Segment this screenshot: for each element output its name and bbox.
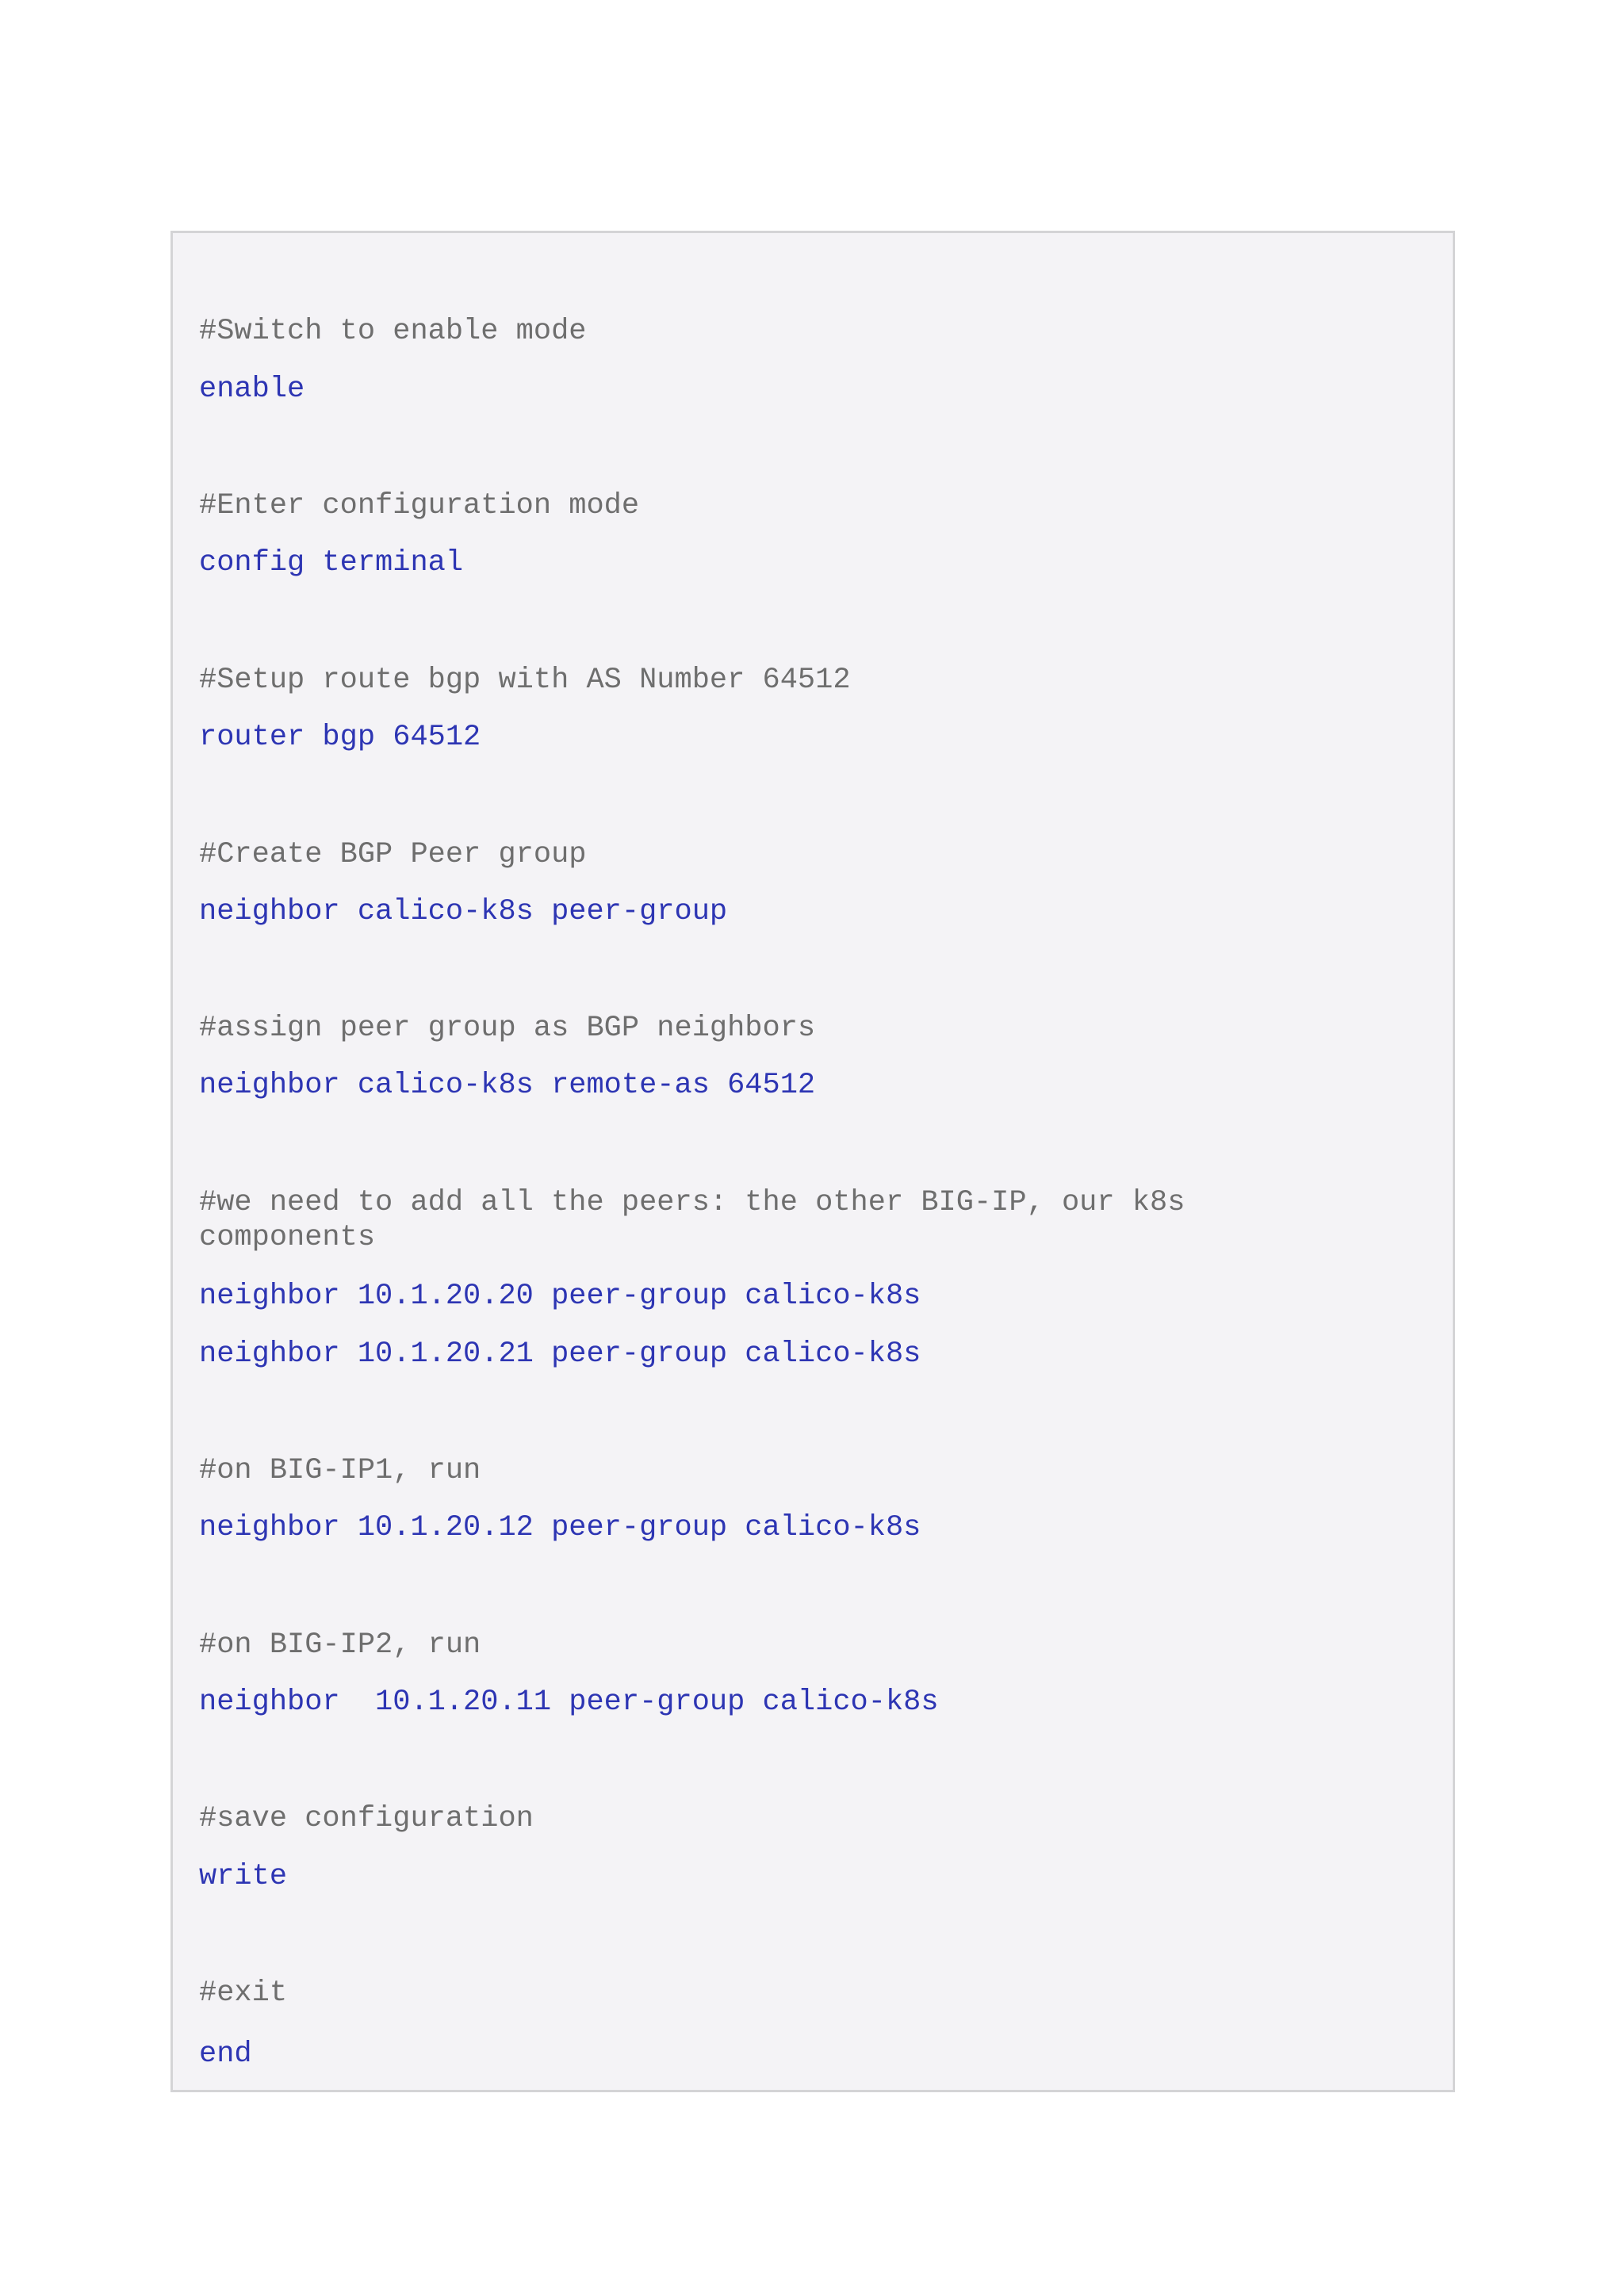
comment-line: #Enter configuration mode	[199, 489, 640, 522]
comment-line: #on BIG-IP2, run	[199, 1628, 481, 1662]
comment-line: #save configuration	[199, 1802, 534, 1835]
comment-line: #on BIG-IP1, run	[199, 1454, 481, 1487]
command-line: neighbor calico-k8s peer-group	[199, 895, 728, 928]
command-line: config terminal	[199, 546, 464, 580]
command-line: write	[199, 1860, 288, 1893]
code-block	[170, 231, 1455, 2092]
comment-line: #Create BGP Peer group	[199, 838, 587, 871]
command-line: neighbor calico-k8s remote-as 64512	[199, 1069, 816, 1102]
comment-line: #we need to add all the peers: the other BIG-IP, our k8s components	[199, 1186, 1185, 1254]
comment-line: #Setup route bgp with AS Number 64512	[199, 664, 851, 697]
comment-line: #Switch to enable mode	[199, 315, 587, 348]
command-line: enable	[199, 373, 305, 406]
comment-line: #assign peer group as BGP neighbors	[199, 1012, 816, 1045]
command-line: neighbor 10.1.20.20 peer-group calico-k8s	[199, 1280, 921, 1313]
command-line: end	[199, 2038, 252, 2071]
command-line: neighbor 10.1.20.12 peer-group calico-k8s	[199, 1511, 921, 1544]
command-line: neighbor 10.1.20.21 peer-group calico-k8s	[199, 1337, 921, 1371]
command-line: neighbor 10.1.20.11 peer-group calico-k8s	[199, 1686, 939, 1719]
command-line: router bgp 64512	[199, 721, 481, 754]
comment-line: #exit	[199, 1976, 288, 2010]
